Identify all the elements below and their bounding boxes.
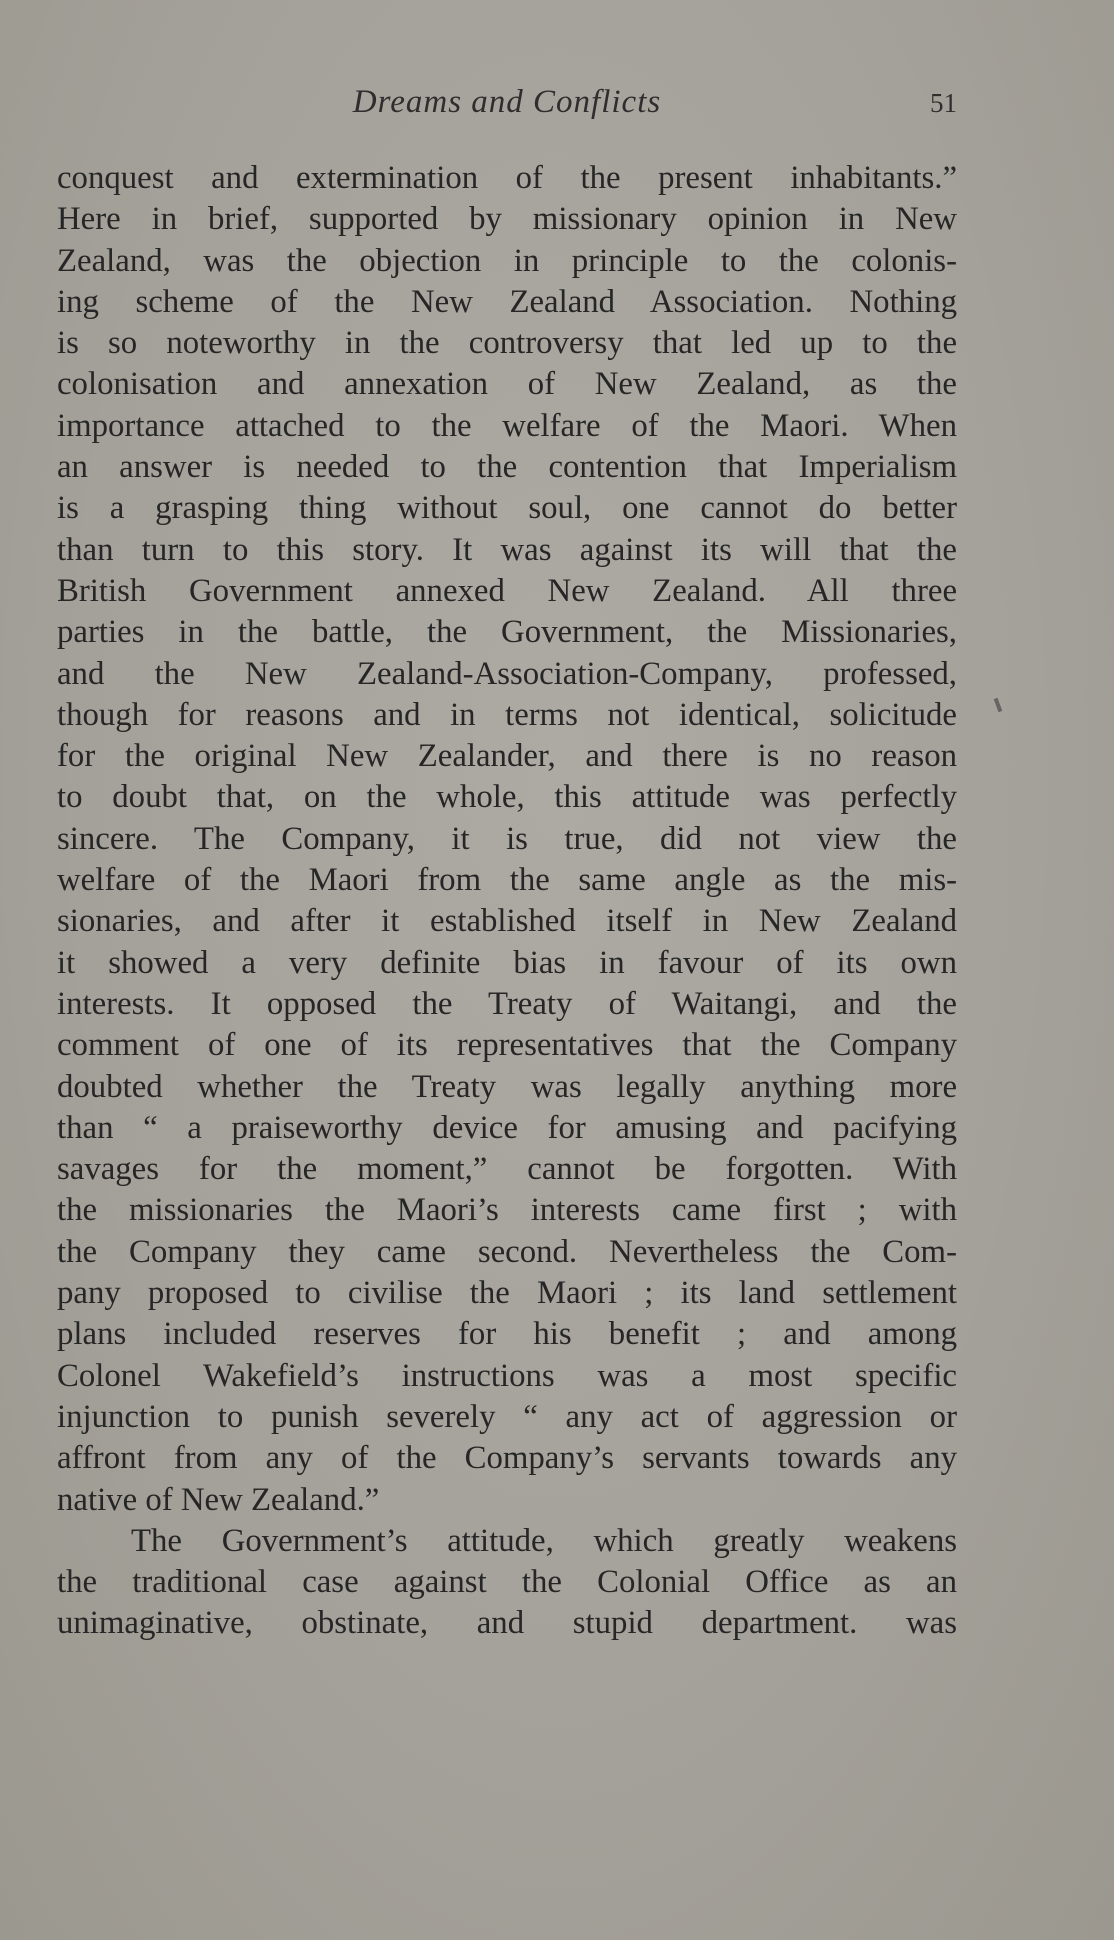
text-line: affront from any of the Company’s servants towards any — [57, 1440, 957, 1477]
margin-pencil-mark — [994, 698, 1003, 713]
text-line: importance attached to the welfare of the Maori. When — [57, 407, 957, 444]
text-line: colonisation and annexation of New Zealand, as the — [57, 366, 957, 403]
text-line: British Government annexed New Zealand. All three — [57, 572, 957, 609]
text-line: sionaries, and after it established itself in New Zealand — [57, 903, 957, 940]
paragraph-end-line: native of New Zealand.” — [57, 1481, 380, 1518]
text-line: Here in brief, supported by missionary opinion in New — [57, 201, 957, 238]
text-line: an answer is needed to the contention that Imperialism — [57, 449, 957, 486]
text-line: the missionaries the Maori’s interests came first ; with — [57, 1192, 957, 1229]
text-line: for the original New Zealander, and there is no reason — [57, 738, 957, 775]
body-text — [57, 158, 957, 1645]
text-line: to doubt that, on the whole, this attitude was perfectly — [57, 779, 957, 816]
text-line: savages for the moment,” cannot be forgotten. With — [57, 1151, 957, 1188]
text-line: than “ a praiseworthy device for amusing and pacifying — [57, 1109, 957, 1146]
text-line: sincere. The Company, it is true, did not view the — [57, 820, 957, 857]
text-line: the Company they came second. Nevertheless the Com- — [57, 1233, 957, 1270]
text-line: interests. It opposed the Treaty of Waitangi, and the — [57, 985, 957, 1022]
text-line: though for reasons and in terms not identical, solicitude — [57, 696, 957, 733]
text-line: pany proposed to civilise the Maori ; its land settlement — [57, 1275, 957, 1312]
text-line: unimaginative, obstinate, and stupid department. was — [57, 1605, 957, 1642]
text-line: welfare of the Maori from the same angle as the mis- — [57, 862, 957, 899]
book-page — [57, 84, 957, 1884]
text-line: parties in the battle, the Government, the Missionaries, — [57, 614, 957, 651]
running-title: Dreams and Conflicts — [352, 84, 662, 120]
text-line: Zealand, was the objection in principle to the colonis- — [57, 242, 957, 279]
running-head — [57, 84, 957, 134]
text-line: Colonel Wakefield’s instructions was a most specific — [57, 1357, 957, 1394]
text-line: doubted whether the Treaty was legally anything more — [57, 1068, 957, 1105]
text-line: comment of one of its representatives that the Company — [57, 1027, 957, 1064]
text-line: the traditional case against the Colonial Office as an — [57, 1564, 957, 1601]
text-line: and the New Zealand-Association-Company, professed, — [57, 655, 957, 692]
text-line: plans included reserves for his benefit ; and among — [57, 1316, 957, 1353]
text-line: is so noteworthy in the controversy that led up to the — [57, 325, 957, 362]
page-number: 51 — [930, 88, 957, 118]
text-line: than turn to this story. It was against its will that the — [57, 531, 957, 568]
text-line: injunction to punish severely “ any act of aggression or — [57, 1398, 957, 1435]
text-line: conquest and extermination of the present inhabitants.” — [57, 160, 957, 196]
text-line: ing scheme of the New Zealand Association. Nothing — [57, 283, 957, 320]
paragraph-start-line: The Government’s attitude, which greatly weakens — [131, 1522, 957, 1559]
text-line: it showed a very definite bias in favour of its own — [57, 944, 957, 981]
text-line: is a grasping thing without soul, one cannot do better — [57, 490, 957, 527]
